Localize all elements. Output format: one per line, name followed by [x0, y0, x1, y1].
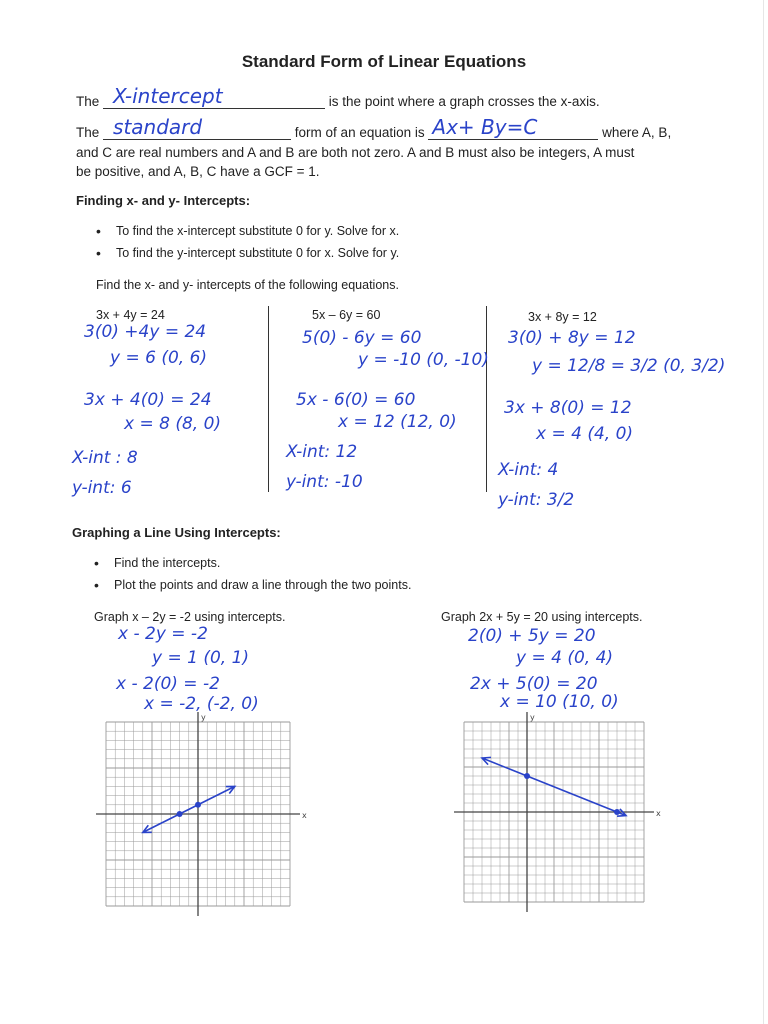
finding-heading: Finding x- and y- Intercepts: [76, 193, 251, 208]
def1-answer: X-intercept [113, 84, 223, 108]
problem-1-y-int: y-int: 6 [72, 478, 132, 498]
problem-1-work-2: y = 6 (0, 6) [110, 348, 208, 368]
def2-answer1: standard [113, 115, 203, 139]
x-axis-label: x [656, 809, 661, 818]
problem-3-work-4: x = 4 (4, 0) [536, 424, 634, 444]
def2-answer2: Ax+ By=C [432, 115, 538, 139]
problem-1-work-1: 3(0) +4y = 24 [84, 322, 207, 342]
graph1-work-3: x - 2(0) = -2 [116, 674, 220, 694]
graphing-bullet-2: • Plot the points and draw a line through the two points. [92, 578, 411, 600]
column-divider-1 [268, 306, 269, 492]
y-axis-label: y [201, 713, 206, 722]
graph1-prompt: Graph x – 2y = -2 using intercepts. [94, 610, 286, 624]
problem-2-work-2: y = -10 (0, -10) [358, 350, 489, 370]
def1-blank [103, 84, 325, 109]
problem-2-equation: 5x – 6y = 60 [312, 308, 381, 322]
problem-2-work-1: 5(0) - 6y = 60 [302, 328, 422, 348]
finding-instruction: Find the x- and y- intercepts of the following equations. [96, 278, 399, 292]
def2-line2: and C are real numbers and A and B are both not zero. A and B must also be integers, A must [76, 145, 635, 160]
graph2-work-3: 2x + 5(0) = 20 [470, 674, 598, 694]
def1-after: is the point where a graph crosses the x-axis. [328, 94, 600, 109]
graphing-heading: Graphing a Line Using Intercepts: [72, 525, 281, 540]
problem-2-work-3: 5x - 6(0) = 60 [296, 390, 416, 410]
finding-bullet-2: • To find the y-intercept substitute 0 for x. Solve for y. [94, 246, 399, 268]
plotted-point [195, 802, 201, 808]
problem-3-work-1: 3(0) + 8y = 12 [508, 328, 636, 348]
graph1-work-2: y = 1 (0, 1) [152, 648, 250, 668]
graph1-coordinate-grid [90, 708, 310, 924]
graph2-work-1: 2(0) + 5y = 20 [468, 626, 596, 646]
def2-line3: be positive, and A, B, C have a GCF = 1. [76, 164, 320, 179]
def1-before: The [76, 94, 100, 109]
plotted-point [177, 811, 183, 817]
graph1-work-1: x - 2y = -2 [118, 624, 208, 644]
problem-3-y-int: y-int: 3/2 [498, 490, 575, 510]
plotted-point [614, 809, 620, 815]
problem-3-x-int: X-int: 4 [498, 460, 559, 480]
column-divider-2 [486, 306, 487, 492]
problem-3-work-3: 3x + 8(0) = 12 [504, 398, 632, 418]
problem-1-equation: 3x + 4y = 24 [96, 308, 165, 322]
x-axis-label: x [302, 811, 307, 820]
graph2-work-2: y = 4 (0, 4) [516, 648, 614, 668]
problem-3-work-2: y = 12/8 = 3/2 (0, 3/2) [532, 356, 726, 376]
problem-1-x-int: X-int : 8 [72, 448, 138, 468]
finding-bullet-1: • To find the x-intercept substitute 0 for y. Solve for x. [94, 224, 399, 246]
graphing-bullet-1: • Find the intercepts. [92, 556, 411, 578]
def2-middle: form of an equation is [294, 125, 425, 140]
graphing-bullets [92, 556, 411, 600]
definition-standard-form [76, 115, 672, 140]
plotted-point [524, 773, 530, 779]
graph1-work-4: x = -2, (-2, 0) [144, 694, 259, 714]
problem-1-work-4: x = 8 (8, 0) [124, 414, 222, 434]
problem-2-x-int: X-int: 12 [286, 442, 358, 462]
def2-blank2 [428, 115, 598, 140]
def2-after: where A, B, [602, 125, 672, 140]
def2-before: The [76, 125, 100, 140]
problem-2-y-int: y-int: -10 [286, 472, 363, 492]
page-edge [763, 0, 764, 1024]
definition-x-intercept [76, 84, 600, 109]
problem-3-equation: 3x + 8y = 12 [528, 310, 597, 324]
graph2-coordinate-grid [450, 708, 680, 924]
graph2-work-4: x = 10 (10, 0) [500, 692, 619, 712]
finding-bullets [94, 224, 399, 268]
problem-1-work-3: 3x + 4(0) = 24 [84, 390, 212, 410]
graph2-prompt: Graph 2x + 5y = 20 using intercepts. [441, 610, 643, 624]
y-axis-label: y [530, 713, 535, 722]
problem-2-work-4: x = 12 (12, 0) [338, 412, 457, 432]
page-title: Standard Form of Linear Equations [241, 52, 527, 71]
def2-blank1 [103, 115, 291, 140]
